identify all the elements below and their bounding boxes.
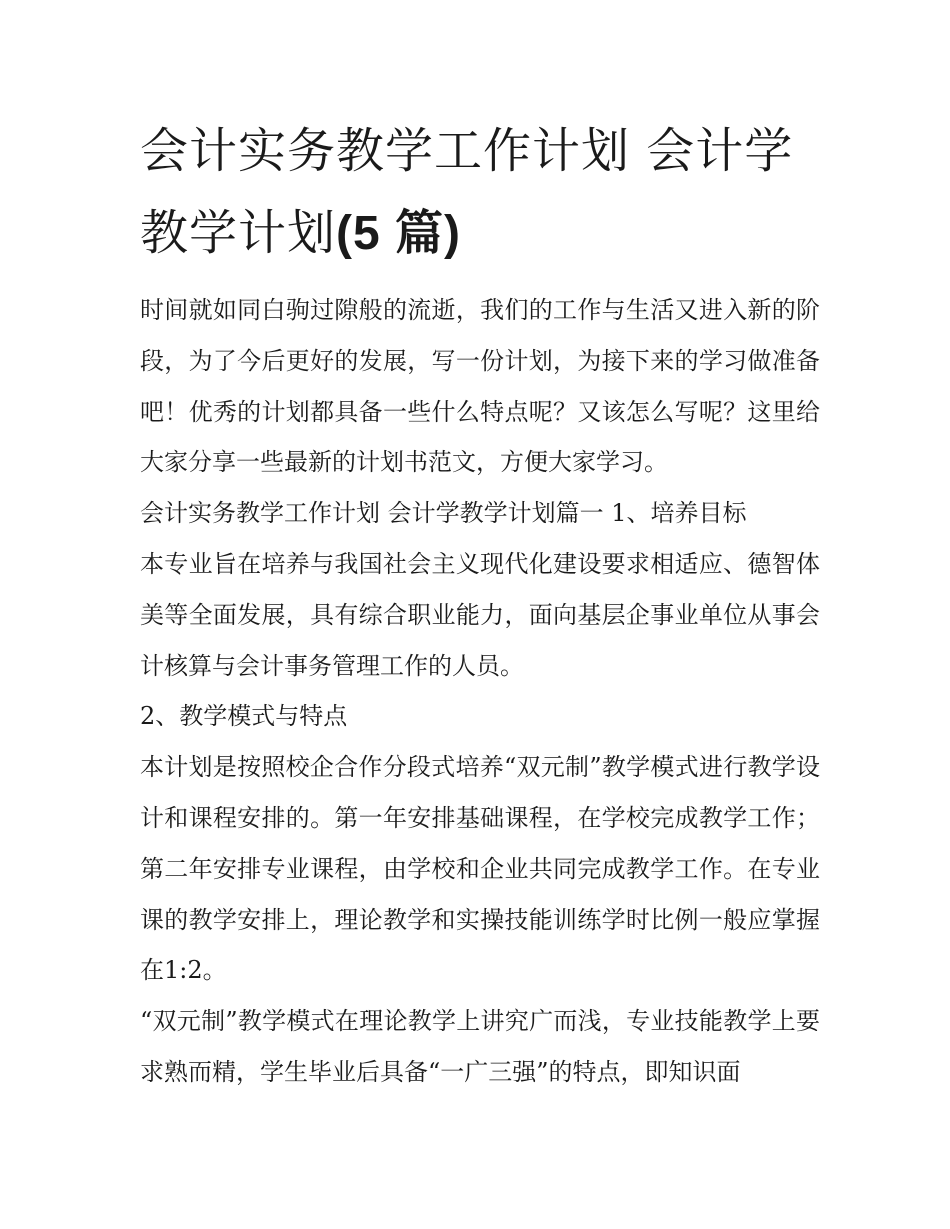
dual-system-paragraph: “双元制”教学模式在理论教学上讲究广而浅，专业技能教学上要求熟而精，学生毕业后具备“一广三强”的特点，即知识面: [140, 1007, 820, 1086]
document-body: [140, 110, 820, 1098]
title-suffix: (5 篇): [336, 207, 462, 260]
training-goal-paragraph: 本专业旨在培养与我国社会主义现代化建设要求相适应、德智体美等全面发展，具有综合职业能力，面向基层企事业单位从事会计核算与会计事务管理工作的人员。: [140, 549, 820, 680]
document-title: [140, 110, 820, 275]
section-two-heading: 2、教学模式与特点: [140, 702, 348, 731]
intro-paragraph: 时间就如同白驹过隙般的流逝，我们的工作与生活又进入新的阶段，为了今后更好的发展，写一份计划，为接下来的学习做准备吧！优秀的计划都具备一些什么特点呢？又该怎么写呢？这里给大家分享一些最新的计划书范文，方便大家学习。: [140, 296, 820, 477]
section-one-heading: 会计实务教学工作计划 会计学教学计划篇一 1、培养目标: [140, 499, 747, 528]
title-main: 会计实务教学工作计划 会计学教学计划: [140, 123, 794, 261]
teaching-mode-paragraph: 本计划是按照校企合作分段式培养“双元制”教学模式进行教学设计和课程安排的。第一年安排基础课程，在学校完成教学工作；第二年安排专业课程，由学校和企业共同完成教学工作。在专业课的教学安排上，理论教学和实操技能训练学时比例一般应掌握在1:2。: [140, 753, 820, 985]
